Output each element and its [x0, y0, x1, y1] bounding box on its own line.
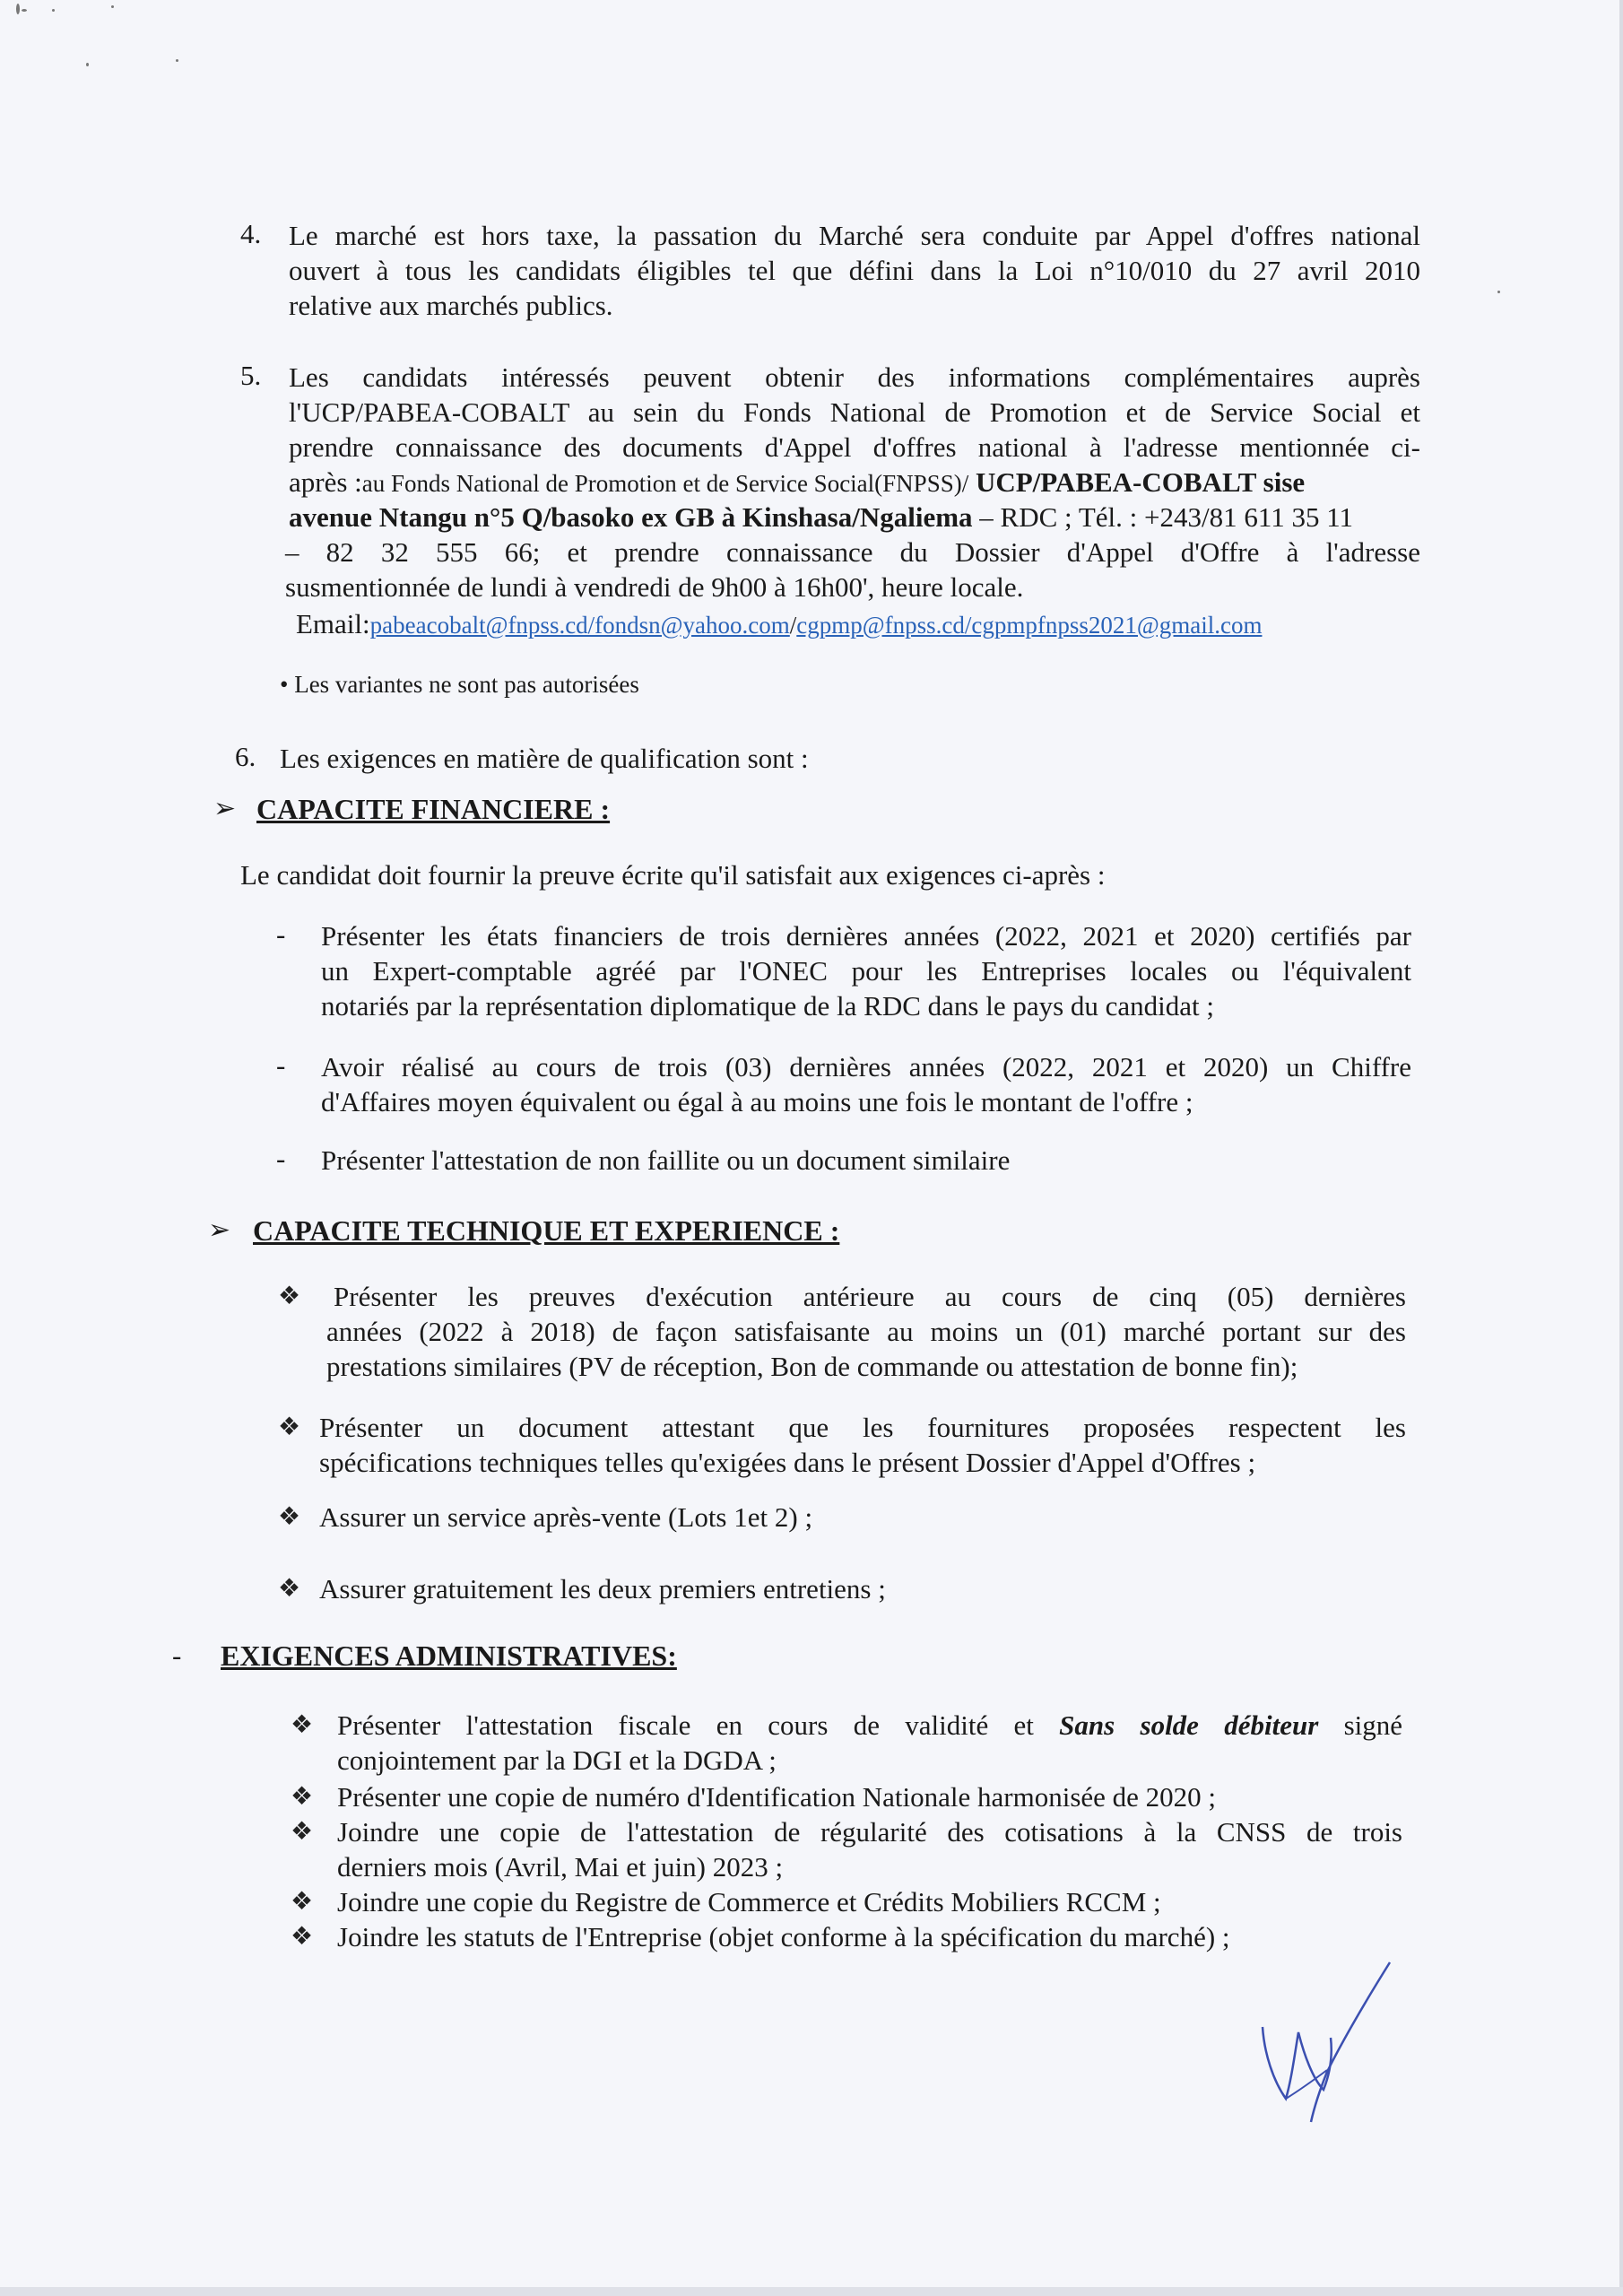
clover-bullet-icon: ❖ — [291, 1711, 314, 1739]
dash-bullet-icon: - — [172, 1639, 182, 1671]
admin-bullet-1-b: Sans solde débiteur — [1059, 1709, 1319, 1741]
admin-bullet-1-line-1 — [337, 1708, 1402, 1743]
item-6-number: 6. — [235, 741, 256, 772]
capacite-technique-heading: CAPACITE TECHNIQUE ET EXPERIENCE : — [253, 1214, 840, 1247]
item-5-phone: – RDC ; Tél. : +243/81 611 35 11 — [979, 501, 1354, 533]
capacite-financiere-intro: Le candidat doit fournir la preuve écrite qu'il satisfait aux exigences ci-après : — [240, 859, 1106, 891]
dash-bullet-icon: - — [276, 1143, 286, 1174]
item-5-number: 5. — [240, 360, 262, 391]
scan-speck — [1497, 291, 1500, 293]
item-5-line-2: l'UCP/PABEA-COBALT au sein du Fonds National de Promotion et de Service Social et — [289, 396, 1420, 428]
scan-speck — [176, 59, 178, 62]
exigences-admin-heading: EXIGENCES ADMINISTRATIVES: — [221, 1639, 677, 1672]
clover-bullet-icon: ❖ — [278, 1413, 301, 1441]
tech-bullet-1-line-1: Présenter les preuves d'exécution antérieure au cours de cinq (05) dernières — [334, 1281, 1406, 1312]
admin-bullet-3-line-1: Joindre une copie de l'attestation de régularité des cotisations à la CNSS de trois — [337, 1816, 1402, 1848]
dash-bullet-icon: - — [276, 918, 286, 950]
item-5-line-4-c: UCP/PABEA-COBALT sise — [975, 466, 1306, 498]
scan-speck — [16, 4, 20, 14]
tech-bullet-4-line-1: Assurer gratuitement les deux premiers entretiens ; — [319, 1573, 886, 1605]
scan-speck — [52, 9, 55, 12]
item-4-line-2: ouvert à tous les candidats éligibles tel que défini dans la Loi n°10/010 du 27 avril 2010 — [289, 255, 1420, 286]
item-5-line-4 — [289, 465, 1420, 501]
admin-bullet-4-line-1: Joindre une copie du Registre de Commerce et Crédits Mobiliers RCCM ; — [337, 1886, 1161, 1918]
tech-bullet-1-line-2: années (2022 à 2018) de façon satisfaisante au moins un (01) marché portant sur des — [326, 1316, 1406, 1347]
item-5-address: avenue Ntangu n°5 Q/basoko ex GB à Kinshasa/Ngaliema — [289, 501, 973, 533]
handwritten-initials — [1237, 1955, 1408, 2135]
tech-bullet-2-line-2: spécifications techniques telles qu'exigées dans le présent Dossier d'Appel d'Offres ; — [319, 1447, 1256, 1478]
bullet-dot-icon: • — [280, 671, 289, 698]
fin-bullet-1-line-2: un Expert-comptable agréé par l'ONEC pour les Entreprises locales ou l'équivalent — [321, 955, 1411, 987]
email-label: Email: — [296, 608, 370, 639]
fin-bullet-2-line-2: d'Affaires moyen équivalent ou égal à au moins une fois le montant de l'offre ; — [321, 1086, 1193, 1118]
item-5-email-line — [296, 606, 1462, 643]
tech-bullet-1-line-3: prestations similaires (PV de réception, Bon de commande ou attestation de bonne fin); — [326, 1351, 1298, 1382]
admin-bullet-1-c: signé — [1343, 1709, 1403, 1741]
clover-bullet-icon: ❖ — [291, 1923, 314, 1951]
email-separator: / — [789, 612, 797, 639]
item-5-line-5 — [289, 500, 1420, 535]
item-5-line-4-b: au Fonds National de Promotion et de Service Social(FNPSS)/ — [361, 470, 969, 497]
item-5-line-1: Les candidats intéressés peuvent obtenir des informations complémentaires auprès — [289, 361, 1420, 393]
scan-speck — [22, 9, 27, 12]
email-link-2[interactable]: cgpmp@fnpss.cd/cgpmpfnpss2021@gmail.com — [796, 612, 1263, 639]
clover-bullet-icon: ❖ — [291, 1818, 314, 1846]
email-link-1[interactable]: pabeacobalt@fnpss.cd/fondsn@yahoo.com — [369, 612, 790, 639]
admin-bullet-1-a: Présenter l'attestation fiscale en cours de validité et — [337, 1709, 1034, 1741]
variantes-text: Les variantes ne sont pas autorisées — [294, 671, 639, 698]
fin-bullet-1-line-3: notariés par la représentation diplomatique de la RDC dans le pays du candidat ; — [321, 990, 1215, 1022]
fin-bullet-1-line-1: Présenter les états financiers de trois dernières années (2022, 2021 et 2020) certifiés par — [321, 920, 1411, 952]
arrow-bullet-icon: ➢ — [208, 1215, 231, 1245]
clover-bullet-icon: ❖ — [278, 1283, 301, 1310]
arrow-bullet-icon: ➢ — [213, 794, 237, 823]
admin-bullet-5-line-1: Joindre les statuts de l'Entreprise (objet conforme à la spécification du marché) ; — [337, 1921, 1230, 1952]
variantes-note — [280, 671, 639, 699]
item-4-line-3: relative aux marchés publics. — [289, 290, 613, 321]
item-5-line-3: prendre connaissance des documents d'Appel d'offres national à l'adresse mentionnée ci- — [289, 431, 1420, 463]
item-6-text: Les exigences en matière de qualification sont : — [280, 743, 809, 774]
item-4-number: 4. — [240, 218, 262, 249]
tech-bullet-3-line-1: Assurer un service après-vente (Lots 1et 2) ; — [319, 1501, 813, 1533]
clover-bullet-icon: ❖ — [278, 1503, 301, 1531]
fin-bullet-3-line-1: Présenter l'attestation de non faillite ou un document similaire — [321, 1144, 1011, 1176]
scan-right-edge — [1619, 0, 1623, 2296]
clover-bullet-icon: ❖ — [291, 1888, 314, 1916]
fin-bullet-2-line-1: Avoir réalisé au cours de trois (03) dernières années (2022, 2021 et 2020) un Chiffre — [321, 1051, 1411, 1083]
capacite-financiere-heading: CAPACITE FINANCIERE : — [256, 793, 611, 825]
dash-bullet-icon: - — [276, 1049, 286, 1081]
admin-bullet-3-line-2: derniers mois (Avril, Mai et juin) 2023 ; — [337, 1851, 784, 1883]
scan-bottom-edge — [0, 2287, 1623, 2296]
admin-bullet-1-line-2: conjointement par la DGI et la DGDA ; — [337, 1744, 777, 1776]
scan-speck — [111, 5, 114, 8]
item-5-line-4-a: après : — [289, 466, 362, 498]
clover-bullet-icon: ❖ — [278, 1575, 301, 1603]
item-5-line-7: susmentionnée de lundi à vendredi de 9h00 à 16h00', heure locale. — [285, 571, 1024, 603]
admin-bullet-2-line-1: Présenter une copie de numéro d'Identification Nationale harmonisée de 2020 ; — [337, 1781, 1217, 1813]
tech-bullet-2-line-1: Présenter un document attestant que les fournitures proposées respectent les — [319, 1412, 1406, 1443]
item-4-line-1: Le marché est hors taxe, la passation du Marché sera conduite par Appel d'offres national — [289, 220, 1420, 251]
item-5-line-6: – 82 32 555 66; et prendre connaissance du Dossier d'Appel d'Offre à l'adresse — [285, 536, 1420, 568]
scan-speck — [86, 63, 89, 66]
clover-bullet-icon: ❖ — [291, 1783, 314, 1811]
